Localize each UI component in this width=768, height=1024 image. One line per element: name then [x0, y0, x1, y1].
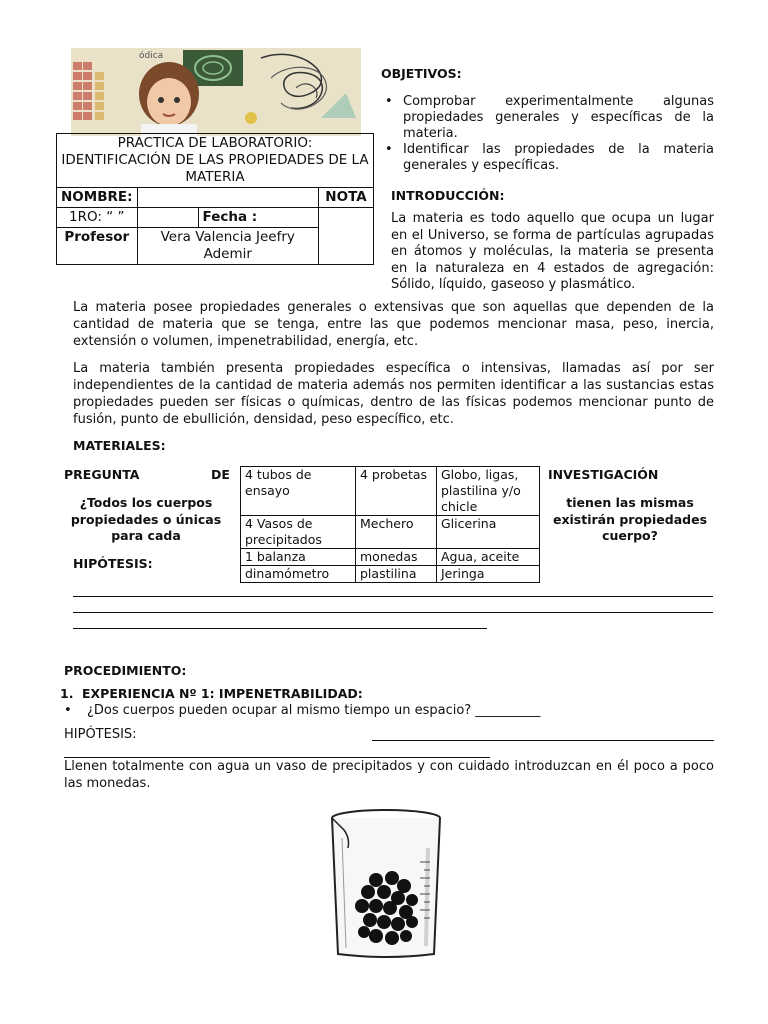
table-cell: Agua, aceite	[437, 549, 540, 566]
table-row	[241, 566, 540, 583]
experiencia-question: • ¿Dos cuerpos pueden ocupar al mismo tiempo un espacio? __________	[60, 702, 660, 719]
paragraph-specific-properties: La materia también presenta propiedades específica o intensivas, llamadas así por ser independientes de la cantidad de materia además nos permiten identificar a las sustancias estas propiedades pueden ser físicas o químicas, dentro de las físicas podemos mencionar punto de fusión, punto de ebullición, densidad, peso específico, etc.	[73, 361, 714, 427]
procedimiento-heading: PROCEDIMIENTO:	[64, 663, 187, 678]
table-cell: 4 probetas	[356, 467, 437, 516]
experiencia-question-list	[60, 702, 660, 719]
table-row	[241, 467, 540, 516]
fecha-cell	[198, 208, 318, 228]
experiencia-hipotesis-label: HIPÓTESIS:	[64, 727, 137, 742]
profesor-label: Profesor	[57, 228, 138, 265]
materials-table	[240, 466, 540, 583]
practice-title: PRACTICA DE LABORATORIO: IDENTIFICACIÓN DE LAS PROPIEDADES DE LA MATERIA	[57, 134, 374, 188]
table-cell: Glicerina	[437, 516, 540, 549]
hipotesis-answer-line[interactable]	[73, 596, 713, 597]
objetivo-item: • Identificar las propiedades de la materia generales y específicas.	[381, 142, 714, 174]
introduccion-heading: INTRODUCCIÓN:	[391, 188, 505, 203]
objetivos-list	[381, 94, 714, 174]
table-cell: plastilina	[356, 566, 437, 583]
header-caption: ódica	[139, 51, 164, 61]
nombre-label: NOMBRE:	[57, 188, 138, 208]
table-cell: dinamómetro	[241, 566, 356, 583]
header-illustration	[71, 48, 361, 136]
pregunta-left-text: ¿Todos los cuerpos propiedades o únicas para cada	[70, 495, 222, 543]
nota-label: NOTA	[319, 188, 374, 208]
table-cell: Jeringa	[437, 566, 540, 583]
fecha-label: Fecha :	[202, 209, 258, 225]
hipotesis-heading: HIPÓTESIS:	[73, 556, 153, 571]
curso-label: 1RO: “ ”	[57, 208, 138, 228]
experiencia-number: 1.	[60, 686, 74, 701]
table-cell: monedas	[356, 549, 437, 566]
pregunta-right-text: tienen las mismas existirán propiedades cuerpo?	[552, 495, 708, 543]
materiales-heading: MATERIALES:	[73, 438, 166, 453]
pregunta-de-label: DE	[211, 467, 230, 482]
pregunta-label: PREGUNTA	[64, 467, 140, 482]
table-cell: Mechero	[356, 516, 437, 549]
hipotesis-answer-line[interactable]	[73, 612, 713, 613]
table-row	[241, 549, 540, 566]
nombre-field[interactable]	[137, 188, 318, 208]
experiencia-instruction: Llenen totalmente con agua un vaso de precipitados y con cuidado introduzcan en él poco a poco las monedas.	[64, 759, 714, 791]
table-cell: 1 balanza	[241, 549, 356, 566]
objetivos-heading: OBJETIVOS:	[381, 66, 462, 81]
curso-field[interactable]	[137, 208, 198, 228]
introduccion-text: La materia es todo aquello que ocupa un lugar en el Universo, se forma de partículas agrupadas en átomos y moléculas, la materia se presenta en la naturaleza en 4 estados de agregación: Sólido, líquido, gaseoso y plasmático.	[391, 211, 714, 292]
paragraph-general-properties: La materia posee propiedades generales o extensivas que son aquellas que dependen de la cantidad de materia que se tenga, entre las que podemos mencionar masa, peso, inercia, extensión o volumen, impenetrabilidad, energía, etc.	[73, 300, 714, 349]
experiencia-title: EXPERIENCIA Nº 1: IMPENETRABILIDAD:	[82, 686, 363, 701]
nota-field[interactable]	[319, 208, 374, 265]
profesor-value: Vera Valencia Jeefry Ademir	[137, 228, 318, 265]
experiencia-hipotesis-line[interactable]	[372, 740, 714, 741]
objetivo-item: • Comprobar experimentalmente algunas propiedades generales y específicas de la materia.	[381, 94, 714, 142]
table-cell: Globo, ligas, plastilina y/o chicle	[437, 467, 540, 516]
table-row	[241, 516, 540, 549]
hipotesis-answer-line[interactable]	[73, 628, 487, 629]
investigacion-label: INVESTIGACIÓN	[548, 467, 659, 482]
table-cell: 4 Vasos de precipitados	[241, 516, 356, 549]
beaker-illustration	[330, 808, 442, 960]
table-cell: 4 tubos de ensayo	[241, 467, 356, 516]
title-table	[56, 133, 374, 265]
